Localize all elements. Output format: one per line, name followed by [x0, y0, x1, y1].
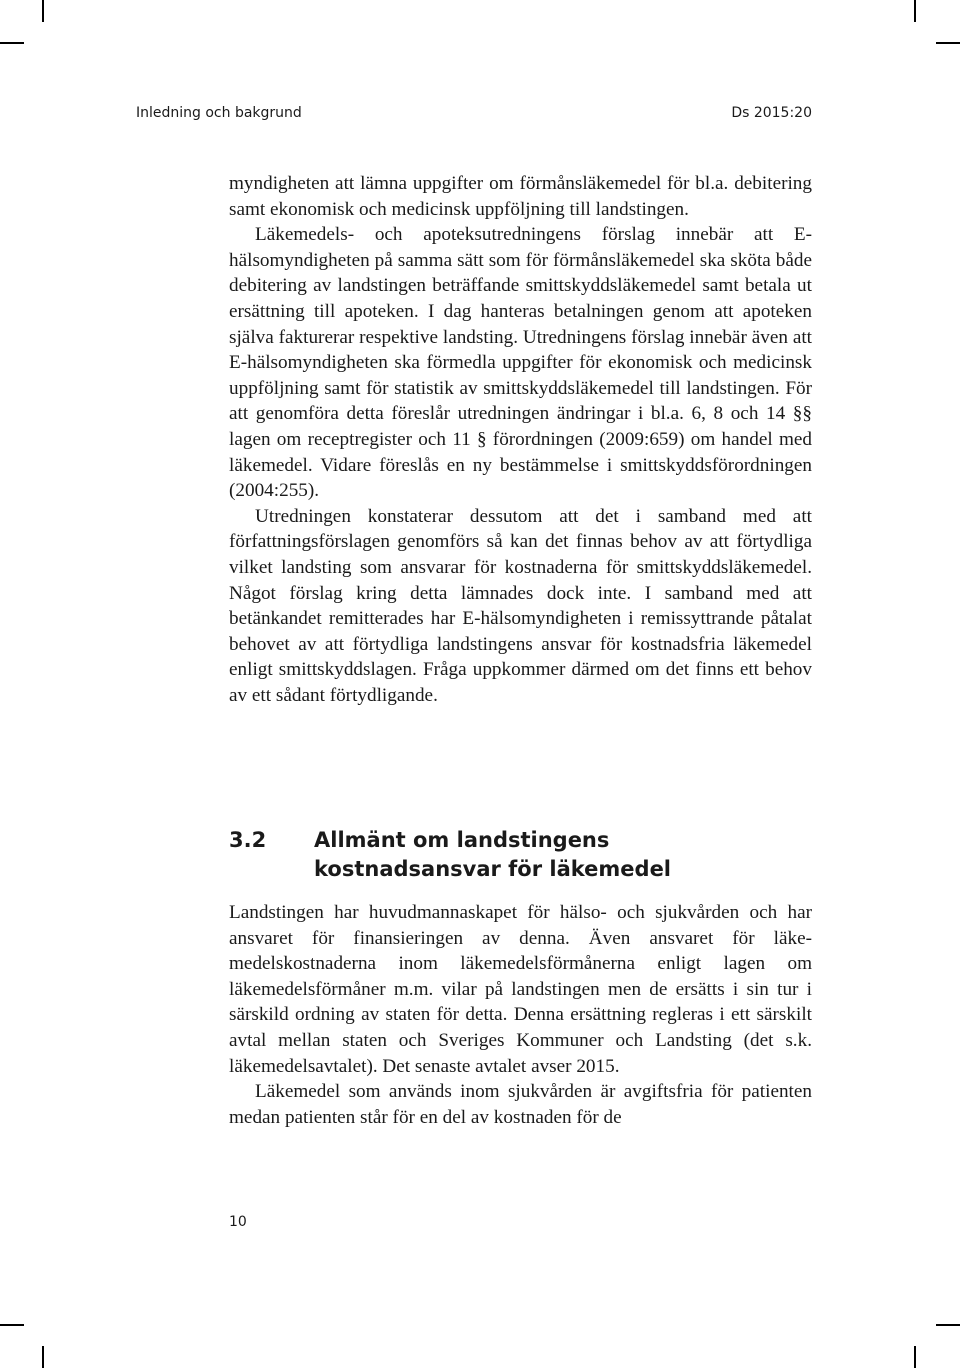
crop-mark-bottom-left-horizontal	[0, 1324, 24, 1326]
running-header	[136, 105, 812, 127]
crop-mark-top-right-horizontal	[936, 42, 960, 44]
section-number: 3.2	[229, 828, 267, 852]
header-document-id: Ds 2015:20	[731, 105, 812, 121]
paragraph: Landstingen har huvudmannaskapet för hälso- och sjukvården och har ansvaret för finansieringen av denna. Även ansvaret för läkemedelskostnaderna inom läkemedelsförmånerna enligt lagen om läkemedelsförmåner m.m. vilar på landstingen men de ersätts i sin tur i särskild ordning av staten för detta. Denna ersättning regleras i ett särskilt avtal mellan staten och Sveriges Kommuner och Landsting (det s.k. läkemedelsavtalet). Det senaste avtalet avser 2015.	[229, 902, 812, 1077]
crop-mark-top-left-vertical	[42, 0, 44, 22]
crop-mark-bottom-right-vertical	[914, 1346, 916, 1368]
page-number: 10	[229, 1214, 247, 1230]
paragraph: Läkemedel som används inom sjukvården är avgiftsfria för patienten medan patienten står för en del av kostnaden för de	[229, 1081, 812, 1128]
paragraph: Läkemedels- och apoteksutredningens förslag innebär att E-hälsomyndigheten på samma sätt som för förmånsläkemedel ska sköta både debitering av landstingen beträffande smittskyddsläkemedel samt betala ut ersättning till apoteken. I dag hanteras betalningen genom att apoteken själva fakturerar respektive landsting. Utredningens förslag innebär även att E-hälsomyndigheten ska förmedla uppgifter för ekonomisk och medicinsk uppföljning samt för statistik av smittskyddsläkemedel till landstingen. För att genomföra detta föreslår utredningen ändringar i bl.a. 6, 8 och 14 §§ lagen om receptregister och 11 § förordningen (2009:659) om handel med läkemedel. Vidare föreslås en ny bestämmelse i smittskyddsförordningen (2004:255).	[229, 224, 812, 502]
crop-mark-bottom-left-vertical	[42, 1346, 44, 1368]
crop-mark-top-left-horizontal	[0, 42, 24, 44]
crop-mark-top-right-vertical	[914, 0, 916, 22]
body-text-section-2	[229, 900, 812, 1130]
paragraph: myndigheten att lämna uppgifter om förmånsläkemedel för bl.a. debitering samt ekonomisk och medicinsk uppföljning till landstingen.	[229, 173, 812, 220]
paragraph: Utredningen konstaterar dessutom att det i samband med att författningsförslagen genomförs så kan det finnas behov av att förtydliga vilket landsting som ansvarar för kostnaderna för smittskyddsläkemedel. Något förslag kring detta lämnades dock inte. I samband med att betänkandet remitterades har E-hälsomyndigheten i remissyttrande påtalat behovet av att förtydliga landstingens ansvar för kostnadsfria läkemedel enligt smittskyddslagen. Fråga uppkommer därmed om det finns ett behov av ett sådant förtydligande.	[229, 505, 812, 706]
section-title: Allmänt om landstingens kostnadsansvar för läkemedel	[314, 828, 672, 881]
header-chapter-title: Inledning och bakgrund	[136, 105, 302, 121]
body-text-section-1	[229, 171, 812, 708]
crop-mark-bottom-right-horizontal	[936, 1324, 960, 1326]
